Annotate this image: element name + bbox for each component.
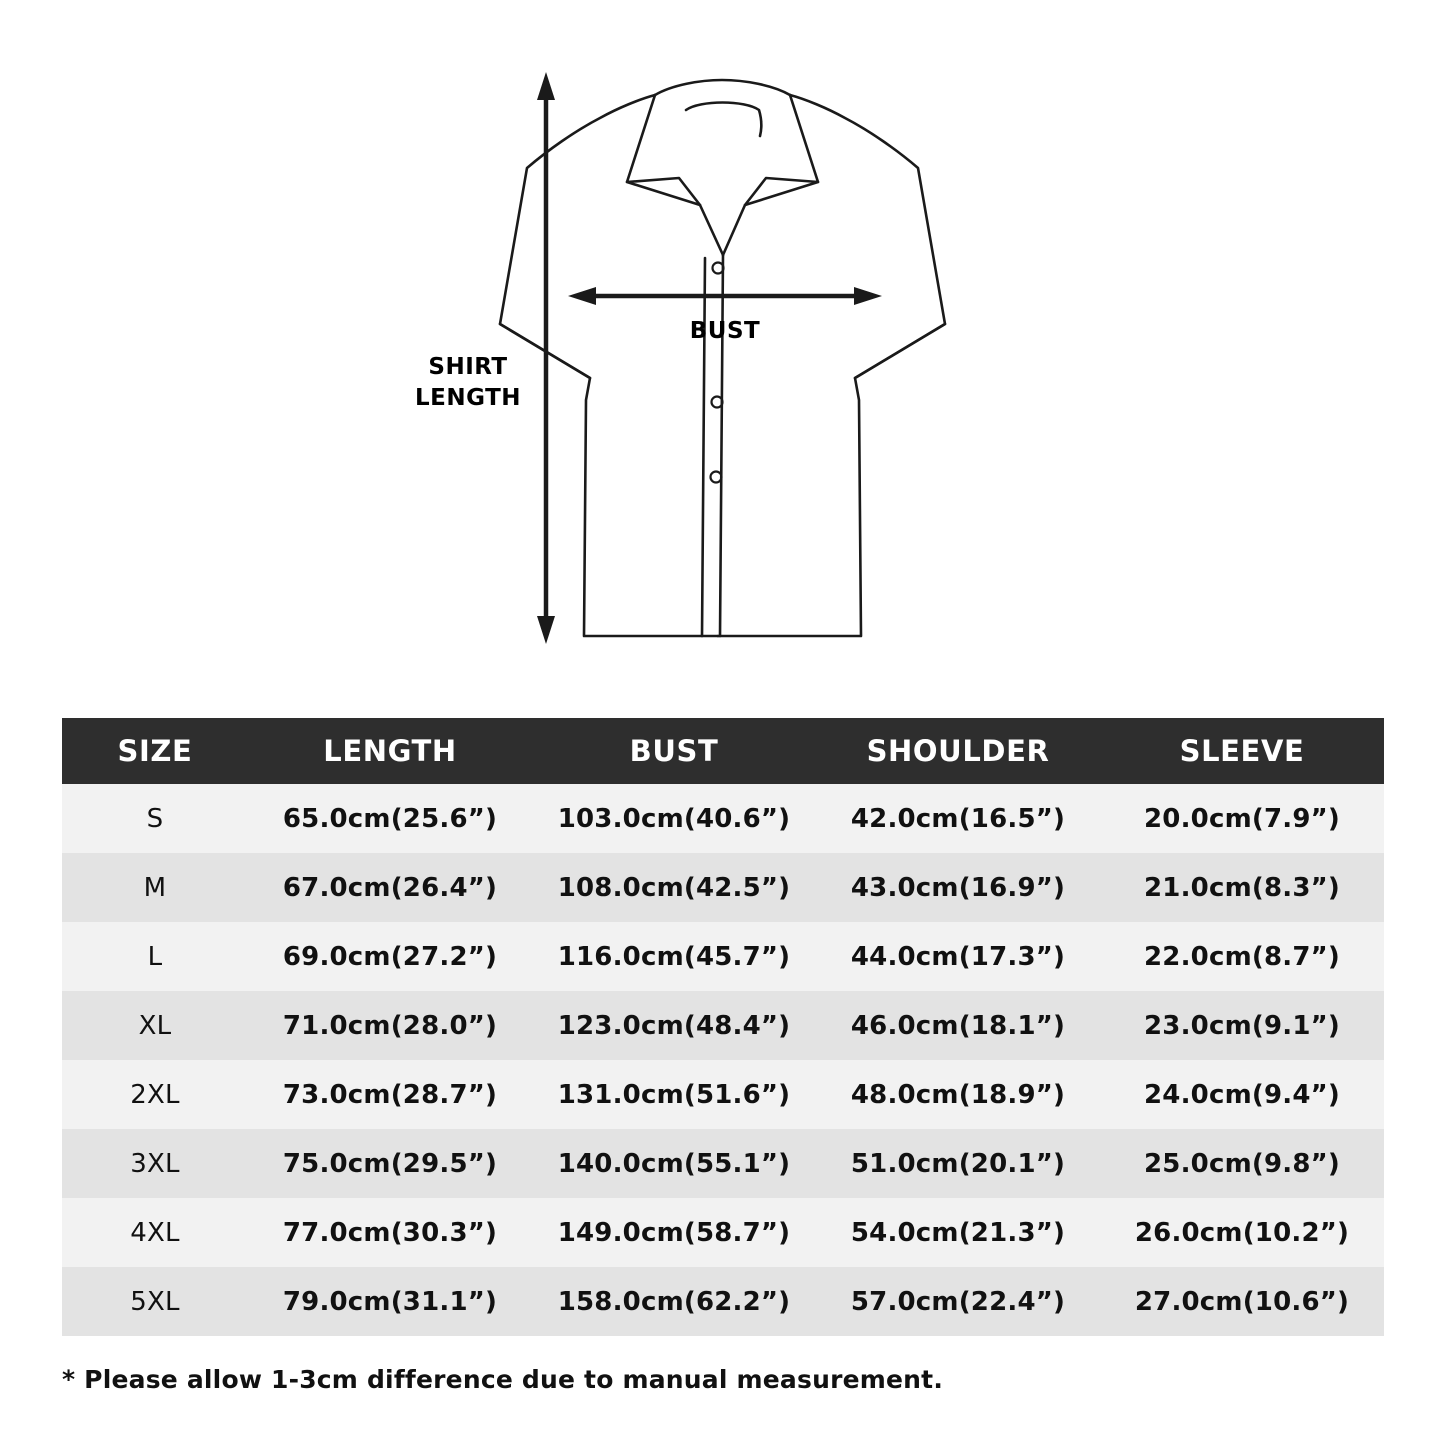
- cell-bust: 108.0cm(42.5”): [532, 853, 816, 922]
- cell-sleeve: 23.0cm(9.1”): [1100, 991, 1384, 1060]
- cell-length: 75.0cm(29.5”): [248, 1129, 532, 1198]
- cell-bust: 149.0cm(58.7”): [532, 1198, 816, 1267]
- cell-shoulder: 46.0cm(18.1”): [816, 991, 1100, 1060]
- cell-sleeve: 27.0cm(10.6”): [1100, 1267, 1384, 1336]
- table-row: [62, 853, 1384, 922]
- cell-size: 3XL: [62, 1129, 248, 1198]
- cell-bust: 140.0cm(55.1”): [532, 1129, 816, 1198]
- table-body: [62, 784, 1384, 1336]
- cell-sleeve: 24.0cm(9.4”): [1100, 1060, 1384, 1129]
- shirt-length-label-line2: LENGTH: [414, 385, 522, 412]
- cell-sleeve: 25.0cm(9.8”): [1100, 1129, 1384, 1198]
- table-row: [62, 922, 1384, 991]
- table-header: [62, 718, 1384, 784]
- column-header-bust: BUST: [532, 718, 816, 784]
- measurement-note: * Please allow 1-3cm difference due to manual measurement.: [62, 1365, 944, 1394]
- column-header-sleeve: SLEEVE: [1100, 718, 1384, 784]
- size-diagram: [0, 0, 1445, 700]
- cell-sleeve: 26.0cm(10.2”): [1100, 1198, 1384, 1267]
- size-chart-table: [62, 718, 1384, 1336]
- cell-size: L: [62, 922, 248, 991]
- table-row: [62, 1129, 1384, 1198]
- cell-bust: 131.0cm(51.6”): [532, 1060, 816, 1129]
- cell-shoulder: 48.0cm(18.9”): [816, 1060, 1100, 1129]
- size-chart-table-wrapper: [62, 718, 1384, 1336]
- cell-bust: 116.0cm(45.7”): [532, 922, 816, 991]
- cell-size: XL: [62, 991, 248, 1060]
- table-row: [62, 1267, 1384, 1336]
- cell-shoulder: 57.0cm(22.4”): [816, 1267, 1100, 1336]
- cell-shoulder: 43.0cm(16.9”): [816, 853, 1100, 922]
- column-header-size: SIZE: [62, 718, 248, 784]
- column-header-shoulder: SHOULDER: [816, 718, 1100, 784]
- shirt-length-label: [398, 352, 538, 414]
- column-header-length: LENGTH: [248, 718, 532, 784]
- cell-length: 69.0cm(27.2”): [248, 922, 532, 991]
- table-row: [62, 1060, 1384, 1129]
- shirt-outline: [500, 80, 945, 636]
- bust-arrow: [568, 287, 882, 305]
- cell-length: 67.0cm(26.4”): [248, 853, 532, 922]
- bust-label: BUST: [689, 318, 761, 344]
- cell-size: 4XL: [62, 1198, 248, 1267]
- shirt-illustration-svg: [0, 0, 1445, 700]
- cell-size: 5XL: [62, 1267, 248, 1336]
- cell-shoulder: 54.0cm(21.3”): [816, 1198, 1100, 1267]
- cell-sleeve: 21.0cm(8.3”): [1100, 853, 1384, 922]
- cell-length: 71.0cm(28.0”): [248, 991, 532, 1060]
- table-row: [62, 784, 1384, 853]
- shirt-length-label-line1: SHIRT: [428, 354, 508, 380]
- cell-length: 79.0cm(31.1”): [248, 1267, 532, 1336]
- cell-size: 2XL: [62, 1060, 248, 1129]
- cell-size: S: [62, 784, 248, 853]
- cell-sleeve: 20.0cm(7.9”): [1100, 784, 1384, 853]
- cell-length: 77.0cm(30.3”): [248, 1198, 532, 1267]
- cell-bust: 103.0cm(40.6”): [532, 784, 816, 853]
- cell-shoulder: 42.0cm(16.5”): [816, 784, 1100, 853]
- cell-length: 73.0cm(28.7”): [248, 1060, 532, 1129]
- cell-length: 65.0cm(25.6”): [248, 784, 532, 853]
- table-row: [62, 991, 1384, 1060]
- cell-bust: 158.0cm(62.2”): [532, 1267, 816, 1336]
- cell-sleeve: 22.0cm(8.7”): [1100, 922, 1384, 991]
- cell-shoulder: 51.0cm(20.1”): [816, 1129, 1100, 1198]
- cell-shoulder: 44.0cm(17.3”): [816, 922, 1100, 991]
- cell-size: M: [62, 853, 248, 922]
- cell-bust: 123.0cm(48.4”): [532, 991, 816, 1060]
- table-row: [62, 1198, 1384, 1267]
- table-header-row: [62, 718, 1384, 784]
